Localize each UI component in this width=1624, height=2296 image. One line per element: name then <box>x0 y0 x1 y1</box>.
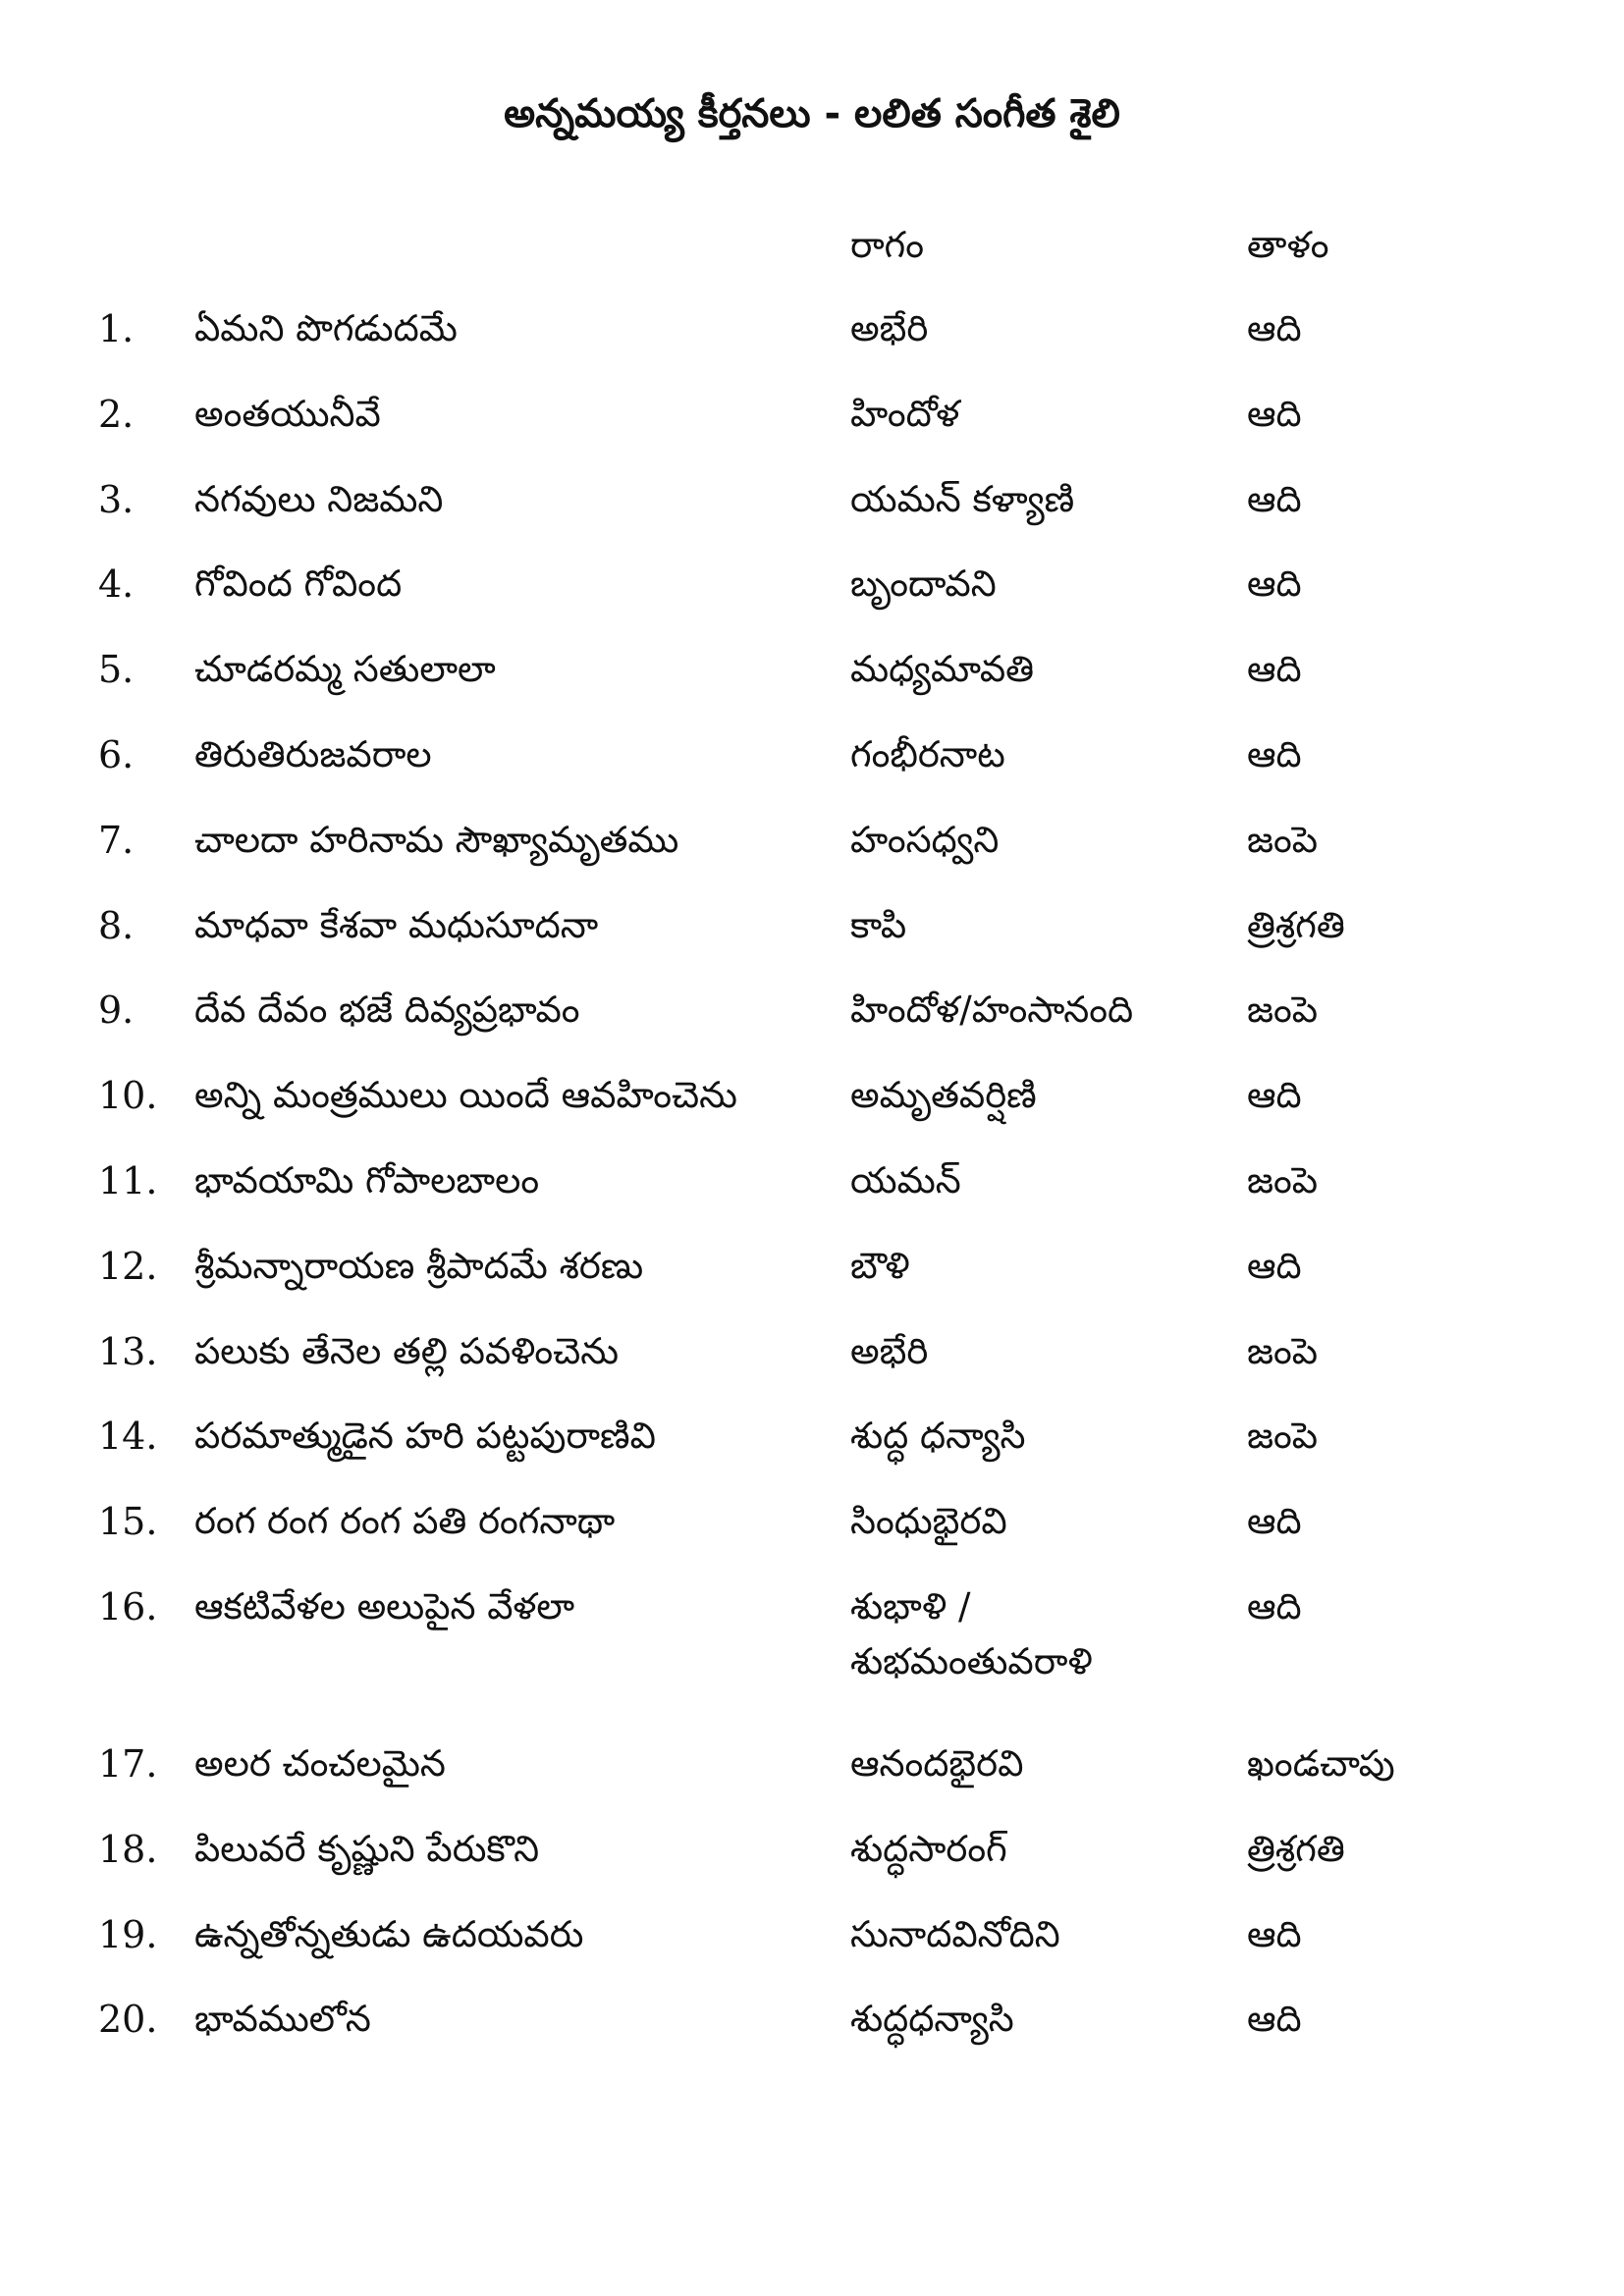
table-row <box>0 301 1624 387</box>
song-title: చాలదా హరినామ సౌఖ్యామృతము <box>194 818 679 861</box>
song-title: అన్ని మంత్రములు యిందే ఆవహించెను <box>194 1074 737 1117</box>
raga-name: అభేరి <box>850 1329 929 1372</box>
song-title: భావములోన <box>194 1998 371 2041</box>
tala-name: జంపె <box>1247 818 1319 861</box>
table-row <box>0 1324 1624 1410</box>
row-number: 2. <box>98 392 135 436</box>
tala-name: జంపె <box>1247 1415 1319 1458</box>
raga-name: బౌళి <box>850 1244 910 1287</box>
song-title: పలుకు తేనెల తల్లి పవళించెను <box>194 1329 619 1372</box>
table-row <box>0 557 1624 642</box>
raga-name: శుద్ధధన్యాసి <box>850 1998 1014 2041</box>
raga-name: గంభీరనాట <box>850 732 1005 775</box>
raga-name: శుద్ధసారంగ్ <box>850 1827 1007 1870</box>
header-raga: రాగం <box>850 224 924 266</box>
tala-name: ఆది <box>1247 1912 1302 1955</box>
song-title: ఏమని పొగడుదమే <box>194 307 458 349</box>
page-title: అన్నమయ్య కీర్తనలు - లలిత సంగీత శైలి <box>504 91 1120 136</box>
song-title: పరమాత్ముడైన హరి పట్టపురాణివి <box>194 1415 656 1458</box>
row-number: 19. <box>98 1912 158 1956</box>
raga-name: అమృతవర్షిణి <box>850 1074 1037 1117</box>
tala-name: ఆది <box>1247 477 1302 520</box>
row-number: 7. <box>98 818 135 862</box>
table-row <box>0 1409 1624 1494</box>
row-number: 18. <box>98 1827 158 1871</box>
song-title: పిలువరే కృష్ణుని పేరుకొని <box>194 1827 540 1870</box>
row-number: 9. <box>98 988 135 1033</box>
row-number: 10. <box>98 1074 158 1118</box>
row-number: 4. <box>98 562 135 607</box>
song-title: నగవులు నిజమని <box>194 477 444 520</box>
table-row <box>0 983 1624 1068</box>
raga-name: యమన్ కళ్యాణి <box>850 477 1075 520</box>
table-row <box>0 1992 1624 2077</box>
tala-name: ఆది <box>1247 1998 1302 2041</box>
raga-name: శుద్ధ ధన్యాసి <box>850 1415 1026 1458</box>
row-number: 15. <box>98 1500 158 1544</box>
song-title: గోవింద గోవింద <box>194 562 403 606</box>
song-title: ఉన్నతోన్నతుడు ఉదయవరు <box>194 1912 584 1955</box>
raga-name: అభేరి <box>850 307 929 349</box>
tala-name: ఆది <box>1247 1244 1302 1287</box>
raga-name: యమన్ <box>850 1158 961 1201</box>
row-number: 3. <box>98 477 135 521</box>
raga-name: బృందావని <box>850 562 997 606</box>
table-row <box>0 1736 1624 1822</box>
tala-name: ఆది <box>1247 1500 1302 1543</box>
song-title: మాధవా కేశవా మధుసూదనా <box>194 903 599 946</box>
tala-name: ఆది <box>1247 1074 1302 1117</box>
table-row <box>0 813 1624 898</box>
header-tala: తాళం <box>1247 224 1329 266</box>
tala-name: ఆది <box>1247 392 1302 435</box>
row-number: 12. <box>98 1244 158 1288</box>
song-title: భావయామి గోపాలబాలం <box>194 1158 540 1201</box>
song-title: శ్రీమన్నారాయణ శ్రీపాదమే శరణు <box>194 1244 644 1287</box>
table-row <box>0 1494 1624 1579</box>
row-number: 1. <box>98 307 135 350</box>
song-title: అంతయునీవే <box>194 392 381 435</box>
tala-name: జంపె <box>1247 988 1319 1032</box>
raga-name: మధ్యమావతి <box>850 648 1035 691</box>
row-number: 6. <box>98 732 135 776</box>
table-row <box>0 1579 1624 1736</box>
raga-name: హంసధ్వని <box>850 818 1000 861</box>
tala-name: ఖండచాపు <box>1247 1741 1395 1785</box>
song-title: రంగ రంగ రంగ పతి రంగనాథా <box>194 1500 616 1543</box>
song-title: తిరుతిరుజవరాల <box>194 732 432 775</box>
table-header <box>0 218 1624 273</box>
song-title: దేవ దేవం భజే దివ్యప్రభావం <box>194 988 580 1032</box>
song-title: అలర చంచలమైన <box>194 1741 446 1785</box>
raga-name: శుభాళి / శుభమంతువరాళి <box>850 1584 1093 1682</box>
raga-name: సింధుభైరవి <box>850 1500 1007 1543</box>
table-row <box>0 727 1624 813</box>
song-title: చూడరమ్మ సతులాలా <box>194 648 496 691</box>
raga-name: హిందోళ <box>850 392 960 435</box>
raga-name: హిందోళ/హంసానంది <box>850 988 1134 1032</box>
row-number: 11. <box>98 1158 158 1202</box>
row-number: 16. <box>98 1584 158 1629</box>
tala-name: ఆది <box>1247 1584 1302 1628</box>
table-row <box>0 387 1624 472</box>
tala-name: త్రిశ్రగతి <box>1247 903 1345 946</box>
row-number: 5. <box>98 648 135 692</box>
song-list <box>0 301 1624 2077</box>
tala-name: ఆది <box>1247 732 1302 775</box>
tala-name: త్రిశ్రగతి <box>1247 1827 1345 1870</box>
table-row <box>0 472 1624 558</box>
raga-name: ఆనందభైరవి <box>850 1741 1024 1785</box>
table-row <box>0 1153 1624 1239</box>
table-row <box>0 1822 1624 1907</box>
song-title: ఆకటివేళల అలుపైన వేళలా <box>194 1584 575 1628</box>
tala-name: జంపె <box>1247 1158 1319 1201</box>
raga-name: కాపి <box>850 903 907 946</box>
table-row <box>0 642 1624 727</box>
table-row <box>0 1239 1624 1324</box>
table-row <box>0 1068 1624 1153</box>
row-number: 17. <box>98 1741 158 1786</box>
raga-name: సునాదవినోదిని <box>850 1912 1060 1955</box>
table-row <box>0 898 1624 984</box>
tala-name: ఆది <box>1247 562 1302 606</box>
row-number: 20. <box>98 1998 158 2042</box>
tala-name: ఆది <box>1247 648 1302 691</box>
row-number: 14. <box>98 1415 158 1459</box>
table-row <box>0 1907 1624 1993</box>
tala-name: ఆది <box>1247 307 1302 349</box>
row-number: 13. <box>98 1329 158 1373</box>
tala-name: జంపె <box>1247 1329 1319 1372</box>
row-number: 8. <box>98 903 135 947</box>
